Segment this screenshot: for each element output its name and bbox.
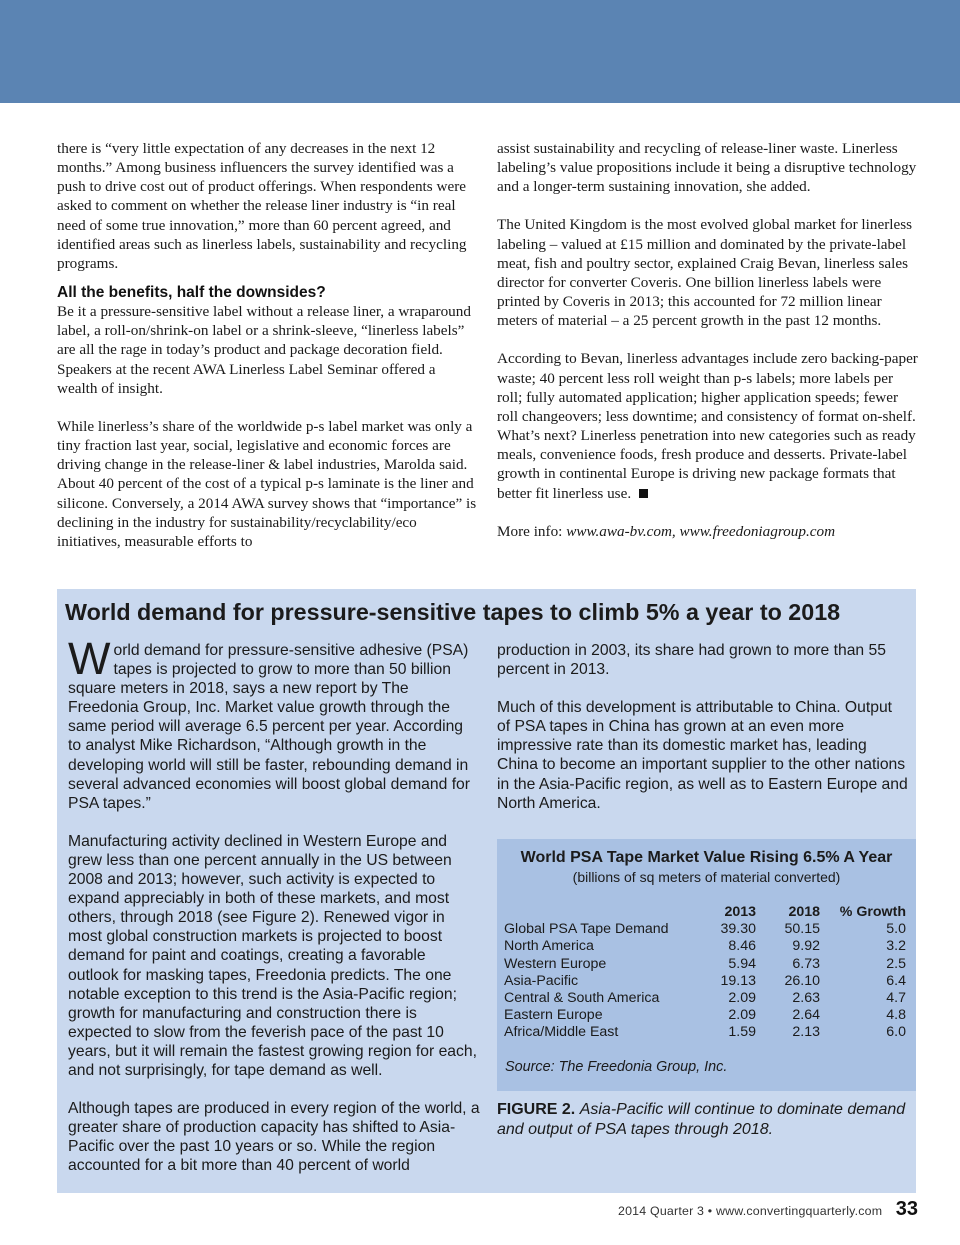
table-cell: 2.09	[728, 1007, 756, 1024]
article-paragraph-text: According to Bevan, linerless advantages include zero backing-paper waste; 40 percent less roll weight than p-s labels; more labels per roll; fully automated application; higher application speeds; fewer roll changeovers; less downtime; and consistency of format on-shelf. What’s next? Linerless penetration into new categories such as ready meals, convenience foods, fresh produce and desserts. Private-label growth in continental Europe is driving new package formats that better fit linerless use.	[497, 350, 918, 502]
article-left-column	[57, 139, 477, 551]
article-paragraph	[497, 349, 922, 502]
article-paragraph: While linerless’s share of the worldwide p-s label market was only a tiny fraction last year, social, legislative and economic forces are driving change in the release-liner & label industries, Marolda said. About 40 percent of the cost of a typical p-s laminate is the liner and silicone. Conversely, a 2014 AWA survey shows that “importance” is declining in the industry for sustainability/recyclability/eco initiatives, measurable efforts to	[57, 417, 477, 550]
table-header-cell: 2013	[724, 904, 756, 920]
table-cell: 8.46	[728, 938, 756, 955]
end-of-article-mark	[639, 489, 648, 498]
sidebar-left-column	[68, 633, 480, 1175]
figure-title: World PSA Tape Market Value Rising 6.5% A Year	[520, 849, 893, 866]
more-info-links[interactable]: www.awa-bv.com, www.freedoniagroup.com	[566, 522, 836, 540]
table-header-cell	[504, 904, 696, 921]
table-cell-region: Western Europe	[504, 955, 607, 972]
table-cell: 6.0	[886, 1024, 906, 1041]
table-cell-region: Global PSA Tape Demand	[504, 921, 669, 938]
table-cell: 39.30	[720, 921, 756, 938]
table-row	[504, 938, 906, 955]
sidebar-paragraph	[68, 633, 480, 813]
article-paragraph: Be it a pressure-sensitive label without a release liner, a wraparound label, a roll-on/shrink-on label or a shrink-sleeve, “linerless labels” are all the rage in today’s product and package decoration field. Speakers at the recent AWA Linerless Label Seminar offered a wealth of insight.	[57, 303, 471, 397]
sidebar-paragraph-text: orld demand for pressure-sensitive adhesive (PSA) tapes is projected to grow to more than 50 billion square meters in 2018, says a new report by The Freedonia Group, Inc. Market value growth through the same period will average 6.5 percent per year. According to analyst Mike Richardson, “Although growth in the developing world will still be faster, rebounding demand in several advanced economies will boost global demand for PSA tapes.”	[68, 642, 471, 812]
table-cell: 5.94	[728, 955, 756, 972]
section-heading: All the benefits, half the downsides?	[57, 284, 326, 302]
figure-source: Source: The Freedonia Group, Inc.	[505, 1059, 728, 1075]
table-cell: 4.7	[886, 990, 906, 1007]
table-cell: 1.59	[728, 1024, 756, 1041]
table-cell-region: Asia-Pacific	[504, 972, 579, 989]
table-cell-region: Central & South America	[504, 990, 660, 1007]
table-cell: 2.5	[886, 955, 906, 972]
table-cell: 2.63	[792, 990, 820, 1007]
top-banner	[0, 0, 960, 103]
table-cell: 9.92	[792, 938, 820, 955]
footer-text: 2014 Quarter 3 • www.convertingquarterly.com	[618, 1204, 883, 1218]
page-number: 33	[895, 1198, 918, 1220]
figure-caption-text: Asia-Pacific will continue to dominate demand and output of PSA tapes through 2018.	[497, 1101, 906, 1138]
figure-table	[504, 904, 906, 1042]
table-cell: 3.2	[886, 938, 906, 955]
table-cell-region: Africa/Middle East	[504, 1024, 619, 1041]
figure-table-box	[497, 839, 916, 1091]
drop-cap: W	[68, 633, 111, 684]
article-paragraph: there is “very little expectation of any decreases in the next 12 months.” Among business influencers the survey identified was a push to drive cost out of product offerings. When respondents were asked to comment on whether the release liner industry is “in real need of some true innovation,” more than 60 percent agreed, and identified areas such as linerless labels, sustainability and recycling programs.	[57, 140, 467, 272]
sidebar-right-column	[497, 641, 909, 813]
table-cell: 19.13	[720, 972, 756, 989]
table-row	[504, 1024, 906, 1041]
table-row	[504, 956, 906, 973]
table-cell: 26.10	[784, 972, 820, 989]
page-footer	[618, 1198, 918, 1222]
figure-caption	[497, 1100, 916, 1139]
table-row	[504, 973, 906, 990]
table-row	[504, 990, 906, 1007]
table-cell-region: Eastern Europe	[504, 1007, 603, 1024]
table-row	[504, 921, 906, 938]
table-cell: 2.64	[792, 1007, 820, 1024]
table-header-cell: 2018	[788, 904, 820, 920]
article-paragraph: assist sustainability and recycling of release-liner waste. Linerless labeling’s value propositions include it being a disruptive technology and a longer-term sustaining innovation, she added.	[497, 140, 917, 196]
sidebar-paragraph: production in 2003, its share had grown to more than 55 percent in 2013.	[497, 642, 886, 679]
table-cell: 2.09	[728, 990, 756, 1007]
sidebar-paragraph: Much of this development is attributable to China. Output of PSA tapes in China has grown at an even more impressive rate than its domestic market has, leading China to become an important supplier to the other nations in the Asia-Pacific region, as well as to Eastern Europe and North America.	[497, 699, 908, 812]
sidebar-title: World demand for pressure-sensitive tapes to climb 5% a year to 2018	[65, 599, 841, 625]
article-paragraph: The United Kingdom is the most evolved global market for linerless labeling – valued at £15 million and dominated by the private-label meat, fish and poultry sector, explained Craig Bevan, linerless sales director for converter Coveris. One billion linerless labels were printed by Coveris in 2013; this accounted for 72 million linear meters of material – a 25 percent growth in the past 12 months.	[497, 216, 913, 330]
figure-caption-label: FIGURE 2.	[497, 1101, 576, 1118]
table-row	[504, 1007, 906, 1024]
table-cell: 6.4	[886, 972, 906, 989]
table-cell: 6.73	[792, 955, 820, 972]
table-cell-region: North America	[504, 938, 594, 955]
table-cell: 5.0	[886, 921, 906, 938]
table-cell: 2.13	[792, 1024, 820, 1041]
table-header-cell: % Growth	[839, 904, 906, 920]
sidebar-box	[57, 589, 916, 1193]
table-header-row	[504, 904, 906, 921]
more-info	[497, 522, 922, 541]
figure-subtitle: (billions of sq meters of material converted)	[572, 869, 841, 885]
table-cell: 50.15	[784, 921, 820, 938]
article-right-column	[497, 139, 922, 541]
table-cell: 4.8	[886, 1007, 906, 1024]
sidebar-paragraph: Manufacturing activity declined in Western Europe and grew less than one percent annually in the US between 2008 and 2013; however, such activity is expected to expand appreciably in both of these markets, and most others, through 2018 (see Figure 2). Renewed vigor in most global construction markets is projected to boost demand for paint and coatings, creating a favorable outlook for masking tapes, Freedonia predicts. The one notable exception to this trend is the Asia-Pacific region; growth for manufacturing and construction there is expected to slow from the feverish pace of the past 10 years, but it will remain the fastest growing region for each, and not surprisingly, for tape demand as well.	[68, 832, 477, 1079]
sidebar-paragraph: Although tapes are produced in every region of the world, a greater share of production capacity has shifted to Asia-Pacific over the past 10 years or so. While the region accounted for a bit more than 40 percent of world	[68, 1100, 480, 1175]
more-info-label: More info:	[497, 522, 563, 540]
